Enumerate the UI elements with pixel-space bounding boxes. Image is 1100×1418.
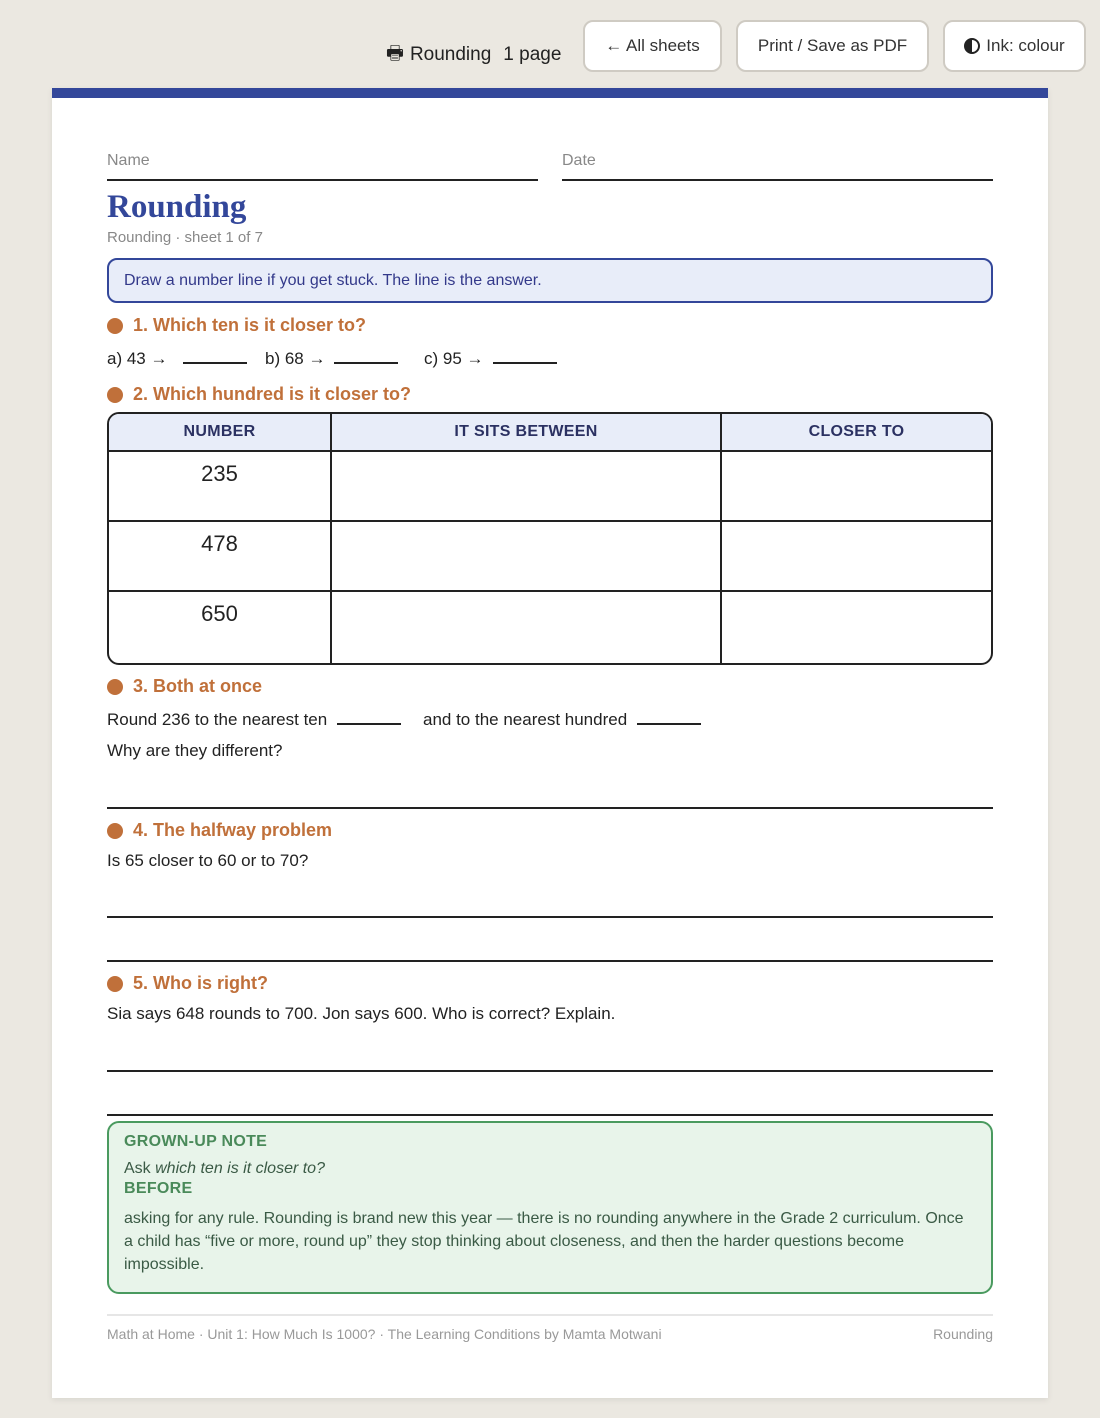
number-cell: 650 xyxy=(109,592,332,663)
name-field[interactable] xyxy=(107,152,538,181)
closer-to-cell[interactable] xyxy=(722,452,991,520)
q1-answer-c[interactable] xyxy=(493,362,557,364)
q1-item-c xyxy=(424,349,557,369)
tip-box xyxy=(107,258,993,303)
question-4-title: 4. The halfway problem xyxy=(133,820,333,840)
note-ask-prefix: Ask xyxy=(124,1160,151,1177)
table-header xyxy=(109,414,991,452)
sits-between-cell[interactable] xyxy=(332,522,722,590)
table-row xyxy=(109,592,991,663)
all-sheets-button[interactable]: ← All sheets xyxy=(583,20,722,72)
page-title: Rounding xyxy=(107,189,247,225)
note-ask-question: which ten is it closer to? xyxy=(155,1160,325,1177)
q3-answer-hundred[interactable] xyxy=(637,723,701,725)
bullet-dot-icon xyxy=(107,387,123,403)
contrast-icon xyxy=(964,38,980,54)
tip-text: Draw a number line if you get stuck. The line is the answer. xyxy=(124,271,542,289)
bullet-dot-icon xyxy=(107,823,123,839)
bullet-dot-icon xyxy=(107,976,123,992)
page-count: 1 page xyxy=(503,44,562,65)
table-row xyxy=(109,452,991,522)
number-cell: 478 xyxy=(109,522,332,590)
q5-writing-line-2[interactable] xyxy=(107,1114,993,1116)
hundreds-table xyxy=(107,412,993,665)
q4-prompt: Is 65 closer to 60 or to 70? xyxy=(107,851,309,870)
question-5-title: 5. Who is right? xyxy=(133,973,268,993)
q5-writing-line-1[interactable] xyxy=(107,1070,993,1072)
question-2-heading xyxy=(107,384,411,405)
worksheet xyxy=(52,88,1048,1398)
number-cell: 235 xyxy=(109,452,332,520)
date-field[interactable] xyxy=(562,152,993,181)
question-4-heading xyxy=(107,820,332,841)
toolbar xyxy=(0,20,1100,72)
q1-answer-a[interactable] xyxy=(183,362,247,364)
bullet-dot-icon xyxy=(107,679,123,695)
question-1-heading xyxy=(107,315,366,336)
q3-writing-line[interactable] xyxy=(107,807,993,809)
column-header-sits-between: IT SITS BETWEEN xyxy=(332,414,722,450)
q5-prompt: Sia says 648 rounds to 700. Jon says 600. Who is correct? Explain. xyxy=(107,1004,616,1023)
ink-colour-toggle[interactable] xyxy=(943,20,1086,72)
bullet-dot-icon xyxy=(107,318,123,334)
sheet-footer xyxy=(107,1314,993,1342)
q4-writing-line-1[interactable] xyxy=(107,916,993,918)
printer-icon: 🖶 xyxy=(386,43,404,64)
question-3-title: 3. Both at once xyxy=(133,676,263,696)
document-title-text: Rounding xyxy=(409,44,492,65)
print-save-pdf-button[interactable]: Print / Save as PDF xyxy=(736,20,929,72)
q1-item-b-text: b) 68 → xyxy=(265,349,326,368)
column-header-number: NUMBER xyxy=(109,414,332,450)
q1-answer-b[interactable] xyxy=(334,362,398,364)
note-heading: GROWN-UP NOTE xyxy=(124,1133,268,1150)
closer-to-cell[interactable] xyxy=(722,522,991,590)
question-1-title: 1. Which ten is it closer to? xyxy=(133,315,367,335)
q3-round-hundred xyxy=(423,710,701,730)
q1-item-c-text: c) 95 → xyxy=(424,349,484,368)
q3-round-hundred-text: and to the nearest hundred xyxy=(423,710,628,729)
closer-to-cell[interactable] xyxy=(722,592,991,663)
sits-between-cell[interactable] xyxy=(332,592,722,663)
note-body: asking for any rule. Rounding is brand new this year — there is no rounding anywhere in the Grade 2 curriculum. Once a child has “five or more, round up” they stop thinking about closeness, and then the harder questions become impossible. xyxy=(124,1210,964,1273)
column-header-closer-to: CLOSER TO xyxy=(808,423,905,440)
q3-round-ten xyxy=(107,710,401,730)
sits-between-cell[interactable] xyxy=(332,452,722,520)
ink-colour-label: Ink: colour xyxy=(986,36,1065,55)
sheet-accent-bar xyxy=(52,88,1048,98)
footer-topic: Rounding xyxy=(933,1326,993,1342)
question-2-title: 2. Which hundred is it closer to? xyxy=(133,384,412,404)
footer-credits: Math at Home · Unit 1: How Much Is 1000? · The Learning Conditions by Mamta Motwani xyxy=(107,1326,662,1342)
q1-item-b xyxy=(265,349,398,369)
date-label: Date xyxy=(562,152,596,169)
q4-writing-line-2[interactable] xyxy=(107,960,993,962)
sheet-subtitle: Rounding · sheet 1 of 7 xyxy=(107,229,263,246)
q3-answer-ten[interactable] xyxy=(337,723,401,725)
note-ask xyxy=(124,1160,976,1178)
question-3-heading xyxy=(107,676,262,697)
name-label: Name xyxy=(107,152,150,169)
note-before: BEFORE xyxy=(124,1180,193,1197)
q3-why-prompt: Why are they different? xyxy=(107,741,283,760)
question-5-heading xyxy=(107,973,268,994)
q1-item-a-text: a) 43 → xyxy=(107,349,168,368)
q3-round-ten-text: Round 236 to the nearest ten xyxy=(107,710,328,729)
document-title xyxy=(386,39,561,71)
table-row xyxy=(109,522,991,592)
q1-item-a xyxy=(107,349,247,369)
grown-up-note xyxy=(107,1121,993,1294)
